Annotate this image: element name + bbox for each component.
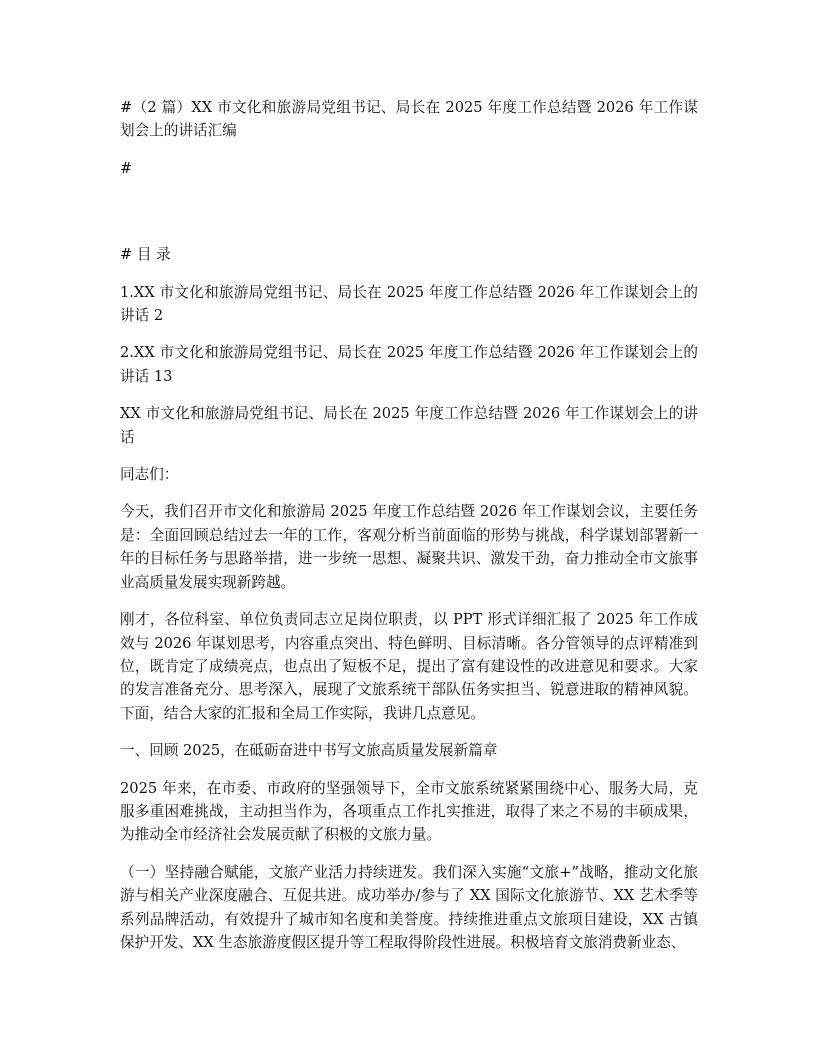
document-page <box>120 96 698 954</box>
speech-title: XX 市文化和旅游局党组书记、局长在 2025 年度工作总结暨 2026 年工作谋划会上的讲话 <box>120 405 698 446</box>
hash-line: # <box>120 159 133 177</box>
section-heading: 一、回顾 2025，在砥砺奋进中书写文旅高质量发展新篇章 <box>120 742 498 760</box>
toc-entry-2: 2.XX 市文化和旅游局党组书记、局长在 2025 年度工作总结暨 2026 年工作谋划会上的讲话 13 <box>120 344 698 385</box>
paragraph-review: 刚才，各位科室、单位负责同志立足岗位职责，以 PPT 形式详细汇报了 2025 年工作成效与 2026 年谋划思考，内容重点突出、特色鲜明、目标清晰。各分管领导的点评精准到位，既肯定了成绩亮点，也点出了短板不足，提出了富有建设性的改进意见和要求。大家的发言准备充分、思考深入，展现了文旅系统干部队伍务实担当、锐意进取的精神风貌。下面，结合大家的汇报和全局工作实际，我讲几点意见。 <box>120 611 698 722</box>
section-paragraph-summary: 2025 年来，在市委、市政府的坚强领导下，全市文旅系统紧紧围绕中心、服务大局，克服多重困难挑战，主动担当作为，各项重点工作扎实推进，取得了来之不易的丰硕成果，为推动全市经济社会发展贡献了积极的文旅力量。 <box>120 779 698 844</box>
toc-heading: # 目 录 <box>120 246 171 264</box>
document-title: #（2 篇）XX 市文化和旅游局党组书记、局长在 2025 年度工作总结暨 2026 年工作谋划会上的讲话汇编 <box>120 99 698 140</box>
toc-entry-1: 1.XX 市文化和旅游局党组书记、局长在 2025 年度工作总结暨 2026 年工作谋划会上的讲话 2 <box>120 283 698 325</box>
section-paragraph-industry: （一）坚持融合赋能，文旅产业活力持续迸发。我们深入实施“文旅+”战略，推动文化旅游与相关产业深度融合、互促共进。成功举办/参与了 XX 国际文化旅游节、XX 艺术季等系列品牌活动，有效提升了城市知名度和美誉度。持续推进重点文旅项目建设，XX 古镇保护开发、XX 生态旅游度假区提升等工程取得阶段性进展。积极培育文旅消费新业态、 <box>120 863 698 951</box>
paragraph-opening: 今天，我们召开市文化和旅游局 2025 年度工作总结暨 2026 年工作谋划会议，主要任务是：全面回顾总结过去一年的工作，客观分析当前面临的形势与挑战，科学谋划部署新一年的目标任务与思路举措，进一步统一思想、凝聚共识、激发干劲，奋力推动全市文旅事业高质量发展实现新跨越。 <box>120 503 698 591</box>
salutation: 同志们： <box>120 466 179 484</box>
